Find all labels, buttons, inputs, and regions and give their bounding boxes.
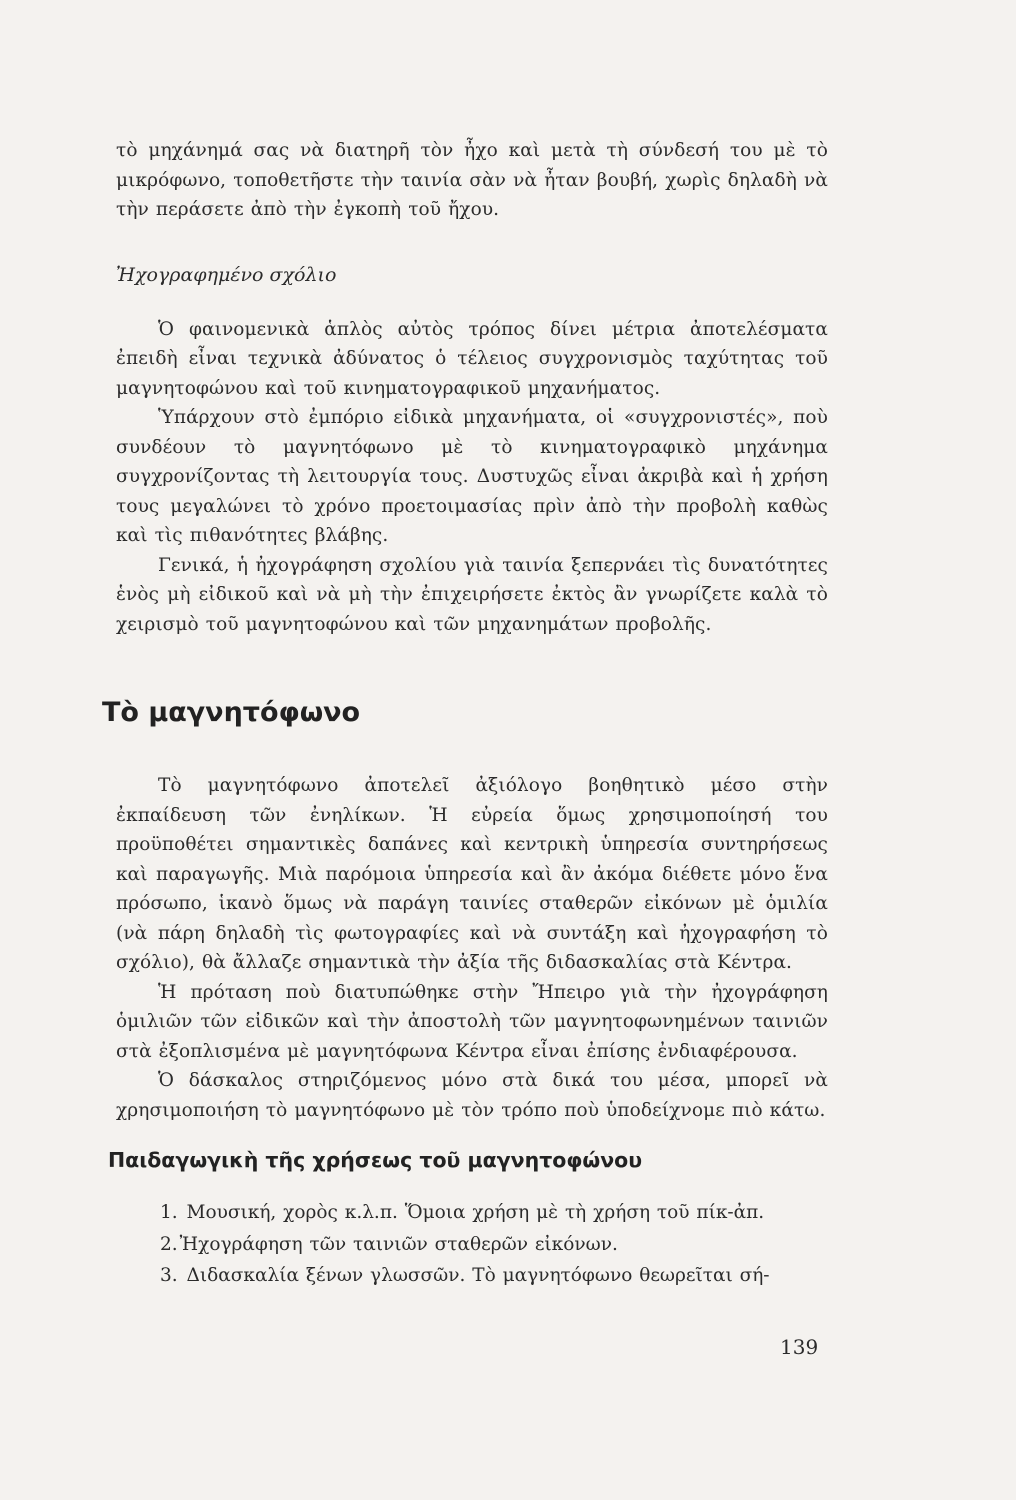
list-item <box>116 1260 828 1292</box>
list-item-number: 1. <box>160 1202 178 1223</box>
section-title-tape-recorder: Τὸ μαγνητόφωνο <box>102 697 361 728</box>
paragraph-tape-1: Τὸ μαγνητόφωνο ἀποτελεῖ ἀξιόλογο βοηθητικὸ μέσο στὴν ἐκπαίδευση τῶν ἐνηλίκων. Ἡ εὐρεία ὅμως χρησιμοποίησή του προϋποθέτει σημαντικὲς δαπάνες καὶ κεντρικὴ ὑπηρεσία συντηρήσεως καὶ παραγωγῆς. Μιὰ παρόμοια ὑπηρεσία καὶ ἂν ἀκόμα διέθετε μόνο ἕνα πρόσωπο, ἱκανὸ ὅμως νὰ παράγη ταινίες σταθερῶν εἰκόνων μὲ ὁμιλία (νὰ πάρη δηλαδὴ τὶς φωτογραφίες καὶ νὰ συντάξη καὶ ἠχογραφήση τὸ σχόλιο), θὰ ἄλλαζε σημαντικὰ τὴν ἀξία τῆς διδασκαλίας στὰ Κέντρα. <box>116 775 828 973</box>
paragraph-commentary-1: Ὁ φαινομενικὰ ἁπλὸς αὐτὸς τρόπος δίνει μέτρια ἀποτελέσματα ἐπειδὴ εἶναι τεχνικὰ ἀδύνατος ὁ τέλειος συγχρονισμὸς ταχύτητας τοῦ μαγνητοφώνου καὶ τοῦ κινηματογραφικοῦ μηχανήματος. <box>116 318 828 399</box>
list-item <box>116 1197 828 1229</box>
paragraph-intro: τὸ μηχάνημά σας νὰ διατηρῆ τὸν ἦχο καὶ μετὰ τὴ σύνδεσή του μὲ τὸ μικρόφωνο, τοποθετῆστε τὴν ταινία σὰν νὰ ἦταν βουβή, χωρὶς δηλαδὴ νὰ τὴν περάσετε ἀπὸ τὴν ἐγκοπὴ τοῦ ἤχου. <box>116 140 828 220</box>
list-item-number: 3. <box>160 1265 178 1286</box>
paragraph-tape-2: Ἡ πρόταση ποὺ διατυπώθηκε στὴν Ἤπειρο γιὰ τὴν ἠχογράφηση ὁμιλιῶν τῶν εἰδικῶν καὶ τὴν ἀποστολὴ τῶν μαγνητοφωνημένων ταινιῶν στὰ ἐξοπλισμένα μὲ μαγνητόφωνα Κέντρα εἶναι ἐπίσης ἐνδιαφέρουσα. <box>116 981 828 1062</box>
list-item-text: Μουσική, χορὸς κ.λ.π. Ὅμοια χρήση μὲ τὴ χρήση τοῦ πίκ-ἀπ. <box>186 1202 765 1223</box>
list-item-number: 2. <box>160 1233 178 1255</box>
list-item-text: Διδασκαλία ξένων γλωσσῶν. Τὸ μαγνητόφωνο θεωρεῖται σή- <box>186 1265 770 1286</box>
paragraph-tape-3: Ὁ δάσκαλος στηριζόμενος μόνο στὰ δικά του μέσα, μπορεῖ νὰ χρησιμοποιήση τὸ μαγνητόφωνο μὲ τὸν τρόπο ποὺ ὑποδείχνομε πιὸ κάτω. <box>116 1070 828 1121</box>
page-number: 139 <box>780 1335 819 1359</box>
page-body <box>102 136 828 1292</box>
paragraph-commentary-3: Γενικά, ἡ ἠχογράφηση σχολίου γιὰ ταινία ξεπερνάει τὶς δυνατότητες ἑνὸς μὴ εἰδικοῦ καὶ νὰ μὴ τὴν ἐπιχειρήσετε ἐκτὸς ἂν γνωρίζετε καλὰ τὸ χειρισμὸ τοῦ μαγνητοφώνου καὶ τῶν μηχανημάτων προβολῆς. <box>116 554 828 635</box>
subsection-title-pedagogy: Παιδαγωγικὴ τῆς χρήσεως τοῦ μαγνητοφώνου <box>108 1148 643 1172</box>
list-item <box>116 1229 828 1261</box>
recorded-commentary-heading: Ἠχογραφημένο σχόλιο <box>116 263 337 286</box>
list-item-text: Ἠχογράφηση τῶν ταινιῶν σταθερῶν εἰκόνων. <box>179 1233 618 1255</box>
pedagogy-list <box>116 1197 828 1292</box>
paragraph-commentary-2: Ὑπάρχουν στὸ ἐμπόριο εἰδικὰ μηχανήματα, οἱ «συγχρονιστές», ποὺ συνδέουν τὸ μαγνητόφωνο μὲ τὸ κινηματογραφικὸ μηχάνημα συγχρονίζοντας τὴ λειτουργία τους. Δυστυχῶς εἶναι ἀκριβὰ καὶ ἡ χρήση τους μεγαλώνει τὸ χρόνο προετοιμασίας πρὶν ἀπὸ τὴν προβολὴ καθὼς καὶ τὶς πιθανότητες βλάβης. <box>116 407 828 546</box>
